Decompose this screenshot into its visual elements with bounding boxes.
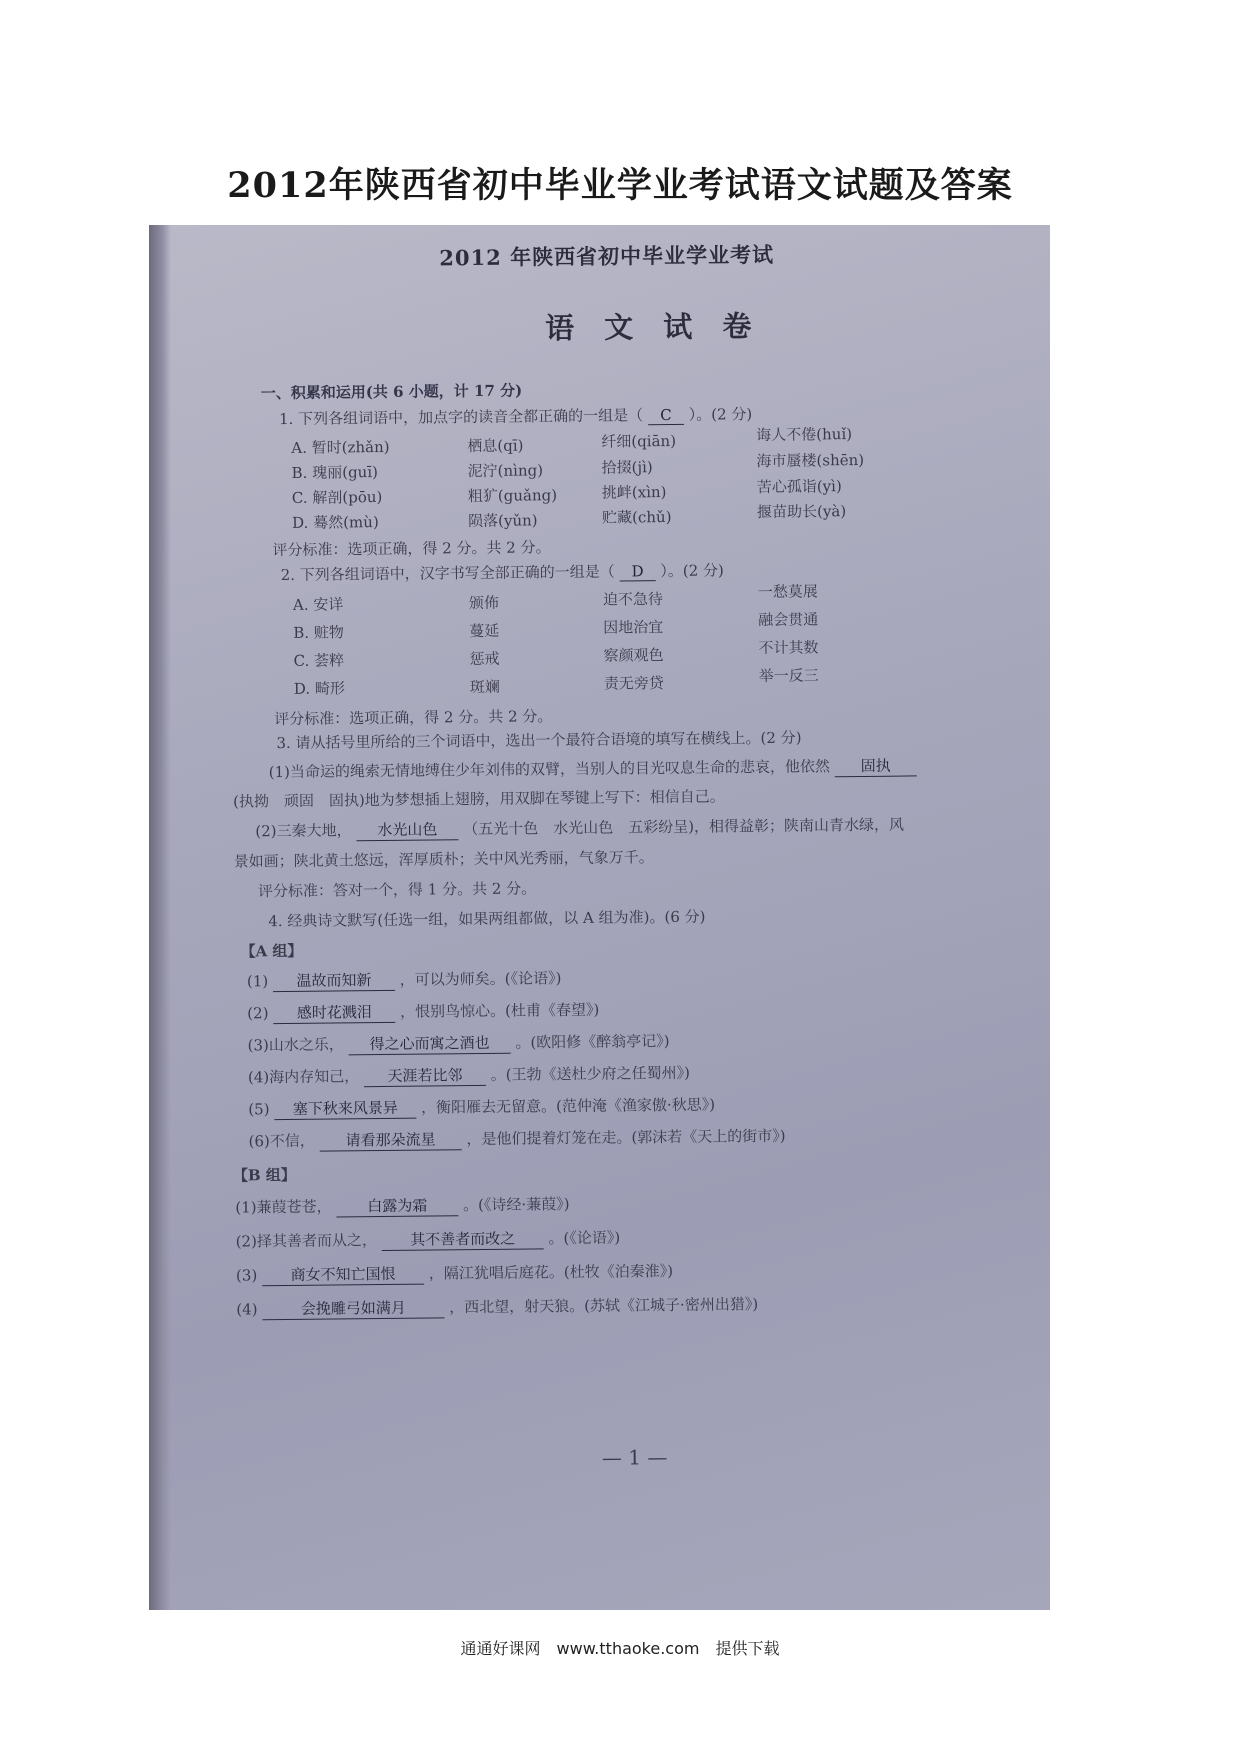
q3-p2-text-b: （五光十色 水光山色 五彩纷呈)，相得益彰；陕南山青水绿，风 <box>463 815 905 839</box>
q4-b2-answer: 其不善者而改之 <box>382 1227 544 1251</box>
q1-option: D. 蓦然(mù) <box>292 513 379 532</box>
q2-option: D. 畸形 <box>293 679 345 698</box>
q1-option: 拾掇(jì) <box>601 458 653 477</box>
exam-photo <box>149 225 1050 1610</box>
q2-option: 迫不急待 <box>602 590 664 609</box>
q3-p2-cont: 景如画；陕北黄土悠远，浑厚质朴；关中风光秀丽，气象万千。 <box>233 848 654 871</box>
q1-option: 诲人不倦(huǐ) <box>756 425 853 445</box>
q4-b1-answer: 白露为霜 <box>336 1194 458 1217</box>
q4-b4-pre: (4) <box>236 1300 258 1319</box>
exam-subject: 语 文 试 卷 <box>544 309 762 346</box>
q3-criteria: 评分标准：答对一个，得 1 分。共 2 分。 <box>257 879 537 901</box>
q4-b3-answer: 商女不知亡国恨 <box>262 1263 424 1287</box>
q2-option: 蔓延 <box>469 621 500 641</box>
q4-b2-post: 。(《论语》) <box>548 1228 621 1248</box>
exam-header: 2012 年陕西省初中毕业学业考试 <box>439 241 775 271</box>
q3-p1-text: (1)当命运的绳索无情地缚住少年刘伟的双臂，当别人的目光叹息生命的悲哀，他依然 <box>268 757 831 782</box>
q2-option: 斑斓 <box>469 677 500 697</box>
q2-option: A. 安详 <box>292 595 344 614</box>
q2-option: 不计其数 <box>758 638 819 658</box>
q1-option: 陨落(yǔn) <box>468 511 538 531</box>
q4-a3-answer: 得之心而寓之酒也 <box>349 1032 511 1056</box>
q1-option: 苦心孤诣(yì) <box>756 477 842 497</box>
q1-option: 粗犷(guǎng) <box>467 486 558 506</box>
q2-option: 举一反三 <box>758 666 819 686</box>
q2-option: 察颜观色 <box>603 646 664 665</box>
q3-p1-cont: (执拗 顽固 固执)地为梦想插上翅膀，用双脚在琴键上写下：相信自己。 <box>232 787 725 811</box>
q4-a4-post: 。(王勃《送杜少府之任蜀州》) <box>490 1063 691 1084</box>
q4-b3 <box>236 1260 673 1287</box>
q2-option: B. 赃物 <box>293 623 344 642</box>
q1-option: 栖息(qī) <box>467 436 524 456</box>
q4-a4-pre: (4)海内存知己， <box>247 1067 360 1087</box>
q4-b2-pre: (2)择其善者而从之， <box>235 1231 377 1251</box>
q1-option: 挑衅(xìn) <box>601 483 667 502</box>
q4-b1-post: 。(《诗经·蒹葭》) <box>462 1195 570 1215</box>
document-title: 2012年陕西省初中毕业学业考试语文试题及答案 <box>227 165 1013 206</box>
q3-p1 <box>269 754 917 783</box>
q4-a2-pre: (2) <box>247 1004 269 1023</box>
q1-option: B. 瑰丽(guī) <box>291 463 379 482</box>
q4-a5-pre: (5) <box>248 1100 270 1119</box>
footer-credit: 通通好课网 www.tthaoke.com 提供下载 <box>460 1639 780 1658</box>
q2-option: C. 荟粹 <box>293 651 345 670</box>
q1-option: 贮藏(chǔ) <box>601 507 672 527</box>
q4-b3-post: ，隔江犹唱后庭花。(杜牧《泊秦淮》) <box>428 1261 674 1283</box>
q2-stem-text: 2. 下列各组词语中，汉字书写全部正确的一组是（ <box>280 562 615 585</box>
q4-a6-pre: (6)不信， <box>248 1131 315 1151</box>
q4-group-b: 【B 组】 <box>232 1165 296 1185</box>
q4-a5-post: ，衡阳雁去无留意。(范仲淹《渔家傲·秋思》) <box>420 1095 716 1117</box>
q1-stem <box>279 403 752 429</box>
exam-sheet <box>189 225 1050 1610</box>
q4-b3-pre: (3) <box>235 1266 258 1285</box>
q4-b4-answer: 会挽雕弓如满月 <box>262 1296 444 1320</box>
q4-a2-answer: 感时花溅泪 <box>273 1001 395 1024</box>
q2-option: 颁佈 <box>468 593 500 613</box>
q1-answer: C <box>648 406 684 425</box>
q4-a6-post: ，是他们提着灯笼在走。(郭沫若《天上的街市》) <box>466 1126 786 1149</box>
page-number: — 1 — <box>601 1445 668 1470</box>
q4-a5-answer: 塞下秋来风景异 <box>274 1097 416 1120</box>
q4-a2-post: ，恨别鸟惊心。(杜甫《春望》) <box>399 1000 600 1021</box>
q4-b1-pre: (1)蒹葭苍苍， <box>235 1197 332 1217</box>
q3-p1-answer: 固执 <box>835 754 917 777</box>
q4-a4-answer: 天涯若比邻 <box>364 1064 486 1087</box>
q4-a6 <box>248 1125 785 1153</box>
q1-option: 揠苗助长(yà) <box>756 502 847 522</box>
q1-score: ）。(2 分) <box>688 405 753 424</box>
q3-stem: 3. 请从括号里所给的三个词语中，选出一个最符合语境的填写在横线上。(2 分) <box>276 728 802 753</box>
q4-b1 <box>235 1193 570 1218</box>
q2-option: 因地治宜 <box>603 618 664 637</box>
q4-a4 <box>248 1062 690 1089</box>
q2-criteria: 评分标准：选项正确，得 2 分。共 2 分。 <box>274 707 553 729</box>
q4-a1-pre: (1) <box>246 972 269 991</box>
q4-b2 <box>236 1227 621 1253</box>
section-heading: 一、积累和运用(共 6 小题，计 17 分) <box>260 381 523 403</box>
q2-option: 责无旁贷 <box>603 674 664 693</box>
q4-b4-post: ，西北望，射天狼。(苏轼《江城子·密州出猎》) <box>449 1295 759 1317</box>
q4-a6-answer: 请看那朵流星 <box>320 1128 462 1151</box>
q2-score: ）。(2 分) <box>660 561 724 581</box>
q4-a1 <box>247 967 562 992</box>
q2-answer: D <box>619 562 655 581</box>
q3-p2-answer: 水光山色 <box>356 818 458 841</box>
q1-option: C. 解剖(pōu) <box>291 487 383 507</box>
q1-option: A. 暂时(zhǎn) <box>291 437 390 457</box>
q2-option: 一愁莫展 <box>757 582 818 602</box>
q4-a3-pre: (3)山水之乐， <box>247 1035 344 1055</box>
q2-stem <box>281 559 724 585</box>
q4-stem: 4. 经典诗文默写(任选一组，如果两组都做，以 A 组为准)。(6 分) <box>268 907 706 931</box>
q4-a1-answer: 温故而知新 <box>273 969 395 992</box>
q1-option: 泥泞(nìng) <box>467 461 544 481</box>
q4-a2 <box>247 999 599 1025</box>
q1-option: 海市蜃楼(shēn) <box>756 450 865 471</box>
q4-a3 <box>247 1030 669 1056</box>
q2-option: 惩戒 <box>469 649 500 669</box>
q4-a1-post: ，可以为师矣。(《论语》) <box>399 969 562 989</box>
q1-stem-text: 1. 下列各组词语中，加点字的读音全都正确的一组是（ <box>278 406 644 429</box>
q1-criteria: 评分标准：选项正确，得 2 分。共 2 分。 <box>272 538 551 560</box>
q2-option: 融会贯通 <box>758 610 819 630</box>
q4-group-a: 【A 组】 <box>240 941 303 961</box>
q4-a3-post: 。(欧阳修《醉翁亭记》) <box>515 1032 670 1052</box>
q4-a5 <box>248 1094 715 1121</box>
q3-p2-text: (2)三秦大地， <box>255 821 352 841</box>
q1-option: 纤细(qiān) <box>601 431 677 451</box>
q3-p2 <box>255 814 904 843</box>
q4-b4 <box>236 1293 758 1320</box>
